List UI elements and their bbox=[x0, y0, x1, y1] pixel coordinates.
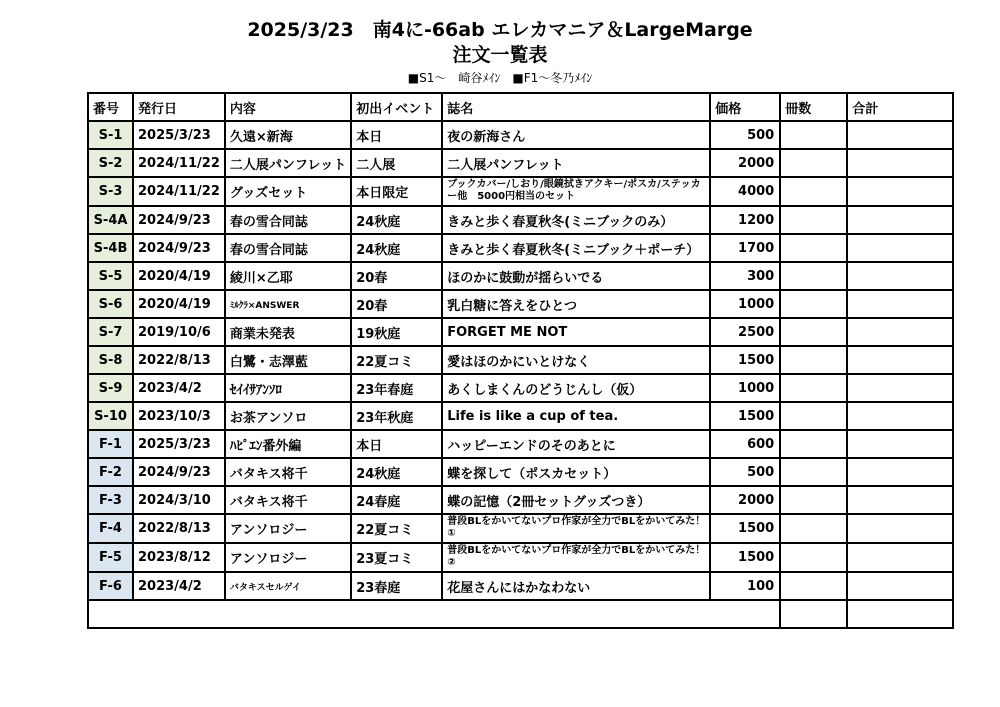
cell-title: きみと歩く春夏秋冬(ミニブックのみ） bbox=[442, 206, 710, 234]
cell-event: 22夏コミ bbox=[351, 346, 442, 374]
cell-content: バタキス将千 bbox=[225, 486, 351, 514]
cell-event: 20春 bbox=[351, 262, 442, 290]
table-row bbox=[88, 430, 953, 458]
cell-quantity bbox=[780, 262, 847, 290]
cell-content: 白鷺・志澤藍 bbox=[225, 346, 351, 374]
cell-content: お茶アンソロ bbox=[225, 402, 351, 430]
cell-quantity bbox=[780, 374, 847, 402]
cell-event: 本日 bbox=[351, 121, 442, 149]
cell-price: 1500 bbox=[710, 514, 780, 543]
cell-quantity bbox=[780, 458, 847, 486]
cell-quantity bbox=[780, 206, 847, 234]
cell-price: 100 bbox=[710, 572, 780, 600]
cell-number: F-4 bbox=[88, 514, 133, 543]
cell-event: 24春庭 bbox=[351, 486, 442, 514]
cell-title: ほのかに鼓動が揺らいでる bbox=[442, 262, 710, 290]
blank-cell bbox=[847, 600, 953, 628]
cell-event: 23年春庭 bbox=[351, 374, 442, 402]
cell-quantity bbox=[780, 177, 847, 206]
cell-date: 2024/9/23 bbox=[133, 458, 225, 486]
cell-price: 2000 bbox=[710, 149, 780, 177]
cell-price: 500 bbox=[710, 458, 780, 486]
cell-date: 2023/8/12 bbox=[133, 543, 225, 572]
table-row bbox=[88, 514, 953, 543]
table-row bbox=[88, 346, 953, 374]
cell-title: 花屋さんにはかなわない bbox=[442, 572, 710, 600]
cell-number: F-6 bbox=[88, 572, 133, 600]
page-subtitle: 注文一覧表 bbox=[452, 44, 548, 66]
cell-date: 2022/8/13 bbox=[133, 514, 225, 543]
cell-total bbox=[847, 514, 953, 543]
cell-event: 23年秋庭 bbox=[351, 402, 442, 430]
cell-title: 二人展パンフレット bbox=[442, 149, 710, 177]
cell-content: バタキス将千 bbox=[225, 458, 351, 486]
cell-event: 22夏コミ bbox=[351, 514, 442, 543]
cell-content: 綾川×乙耶 bbox=[225, 262, 351, 290]
cell-date: 2024/9/23 bbox=[133, 234, 225, 262]
cell-title: Life is like a cup of tea. bbox=[442, 402, 710, 430]
cell-event: 24秋庭 bbox=[351, 206, 442, 234]
cell-date: 2023/10/3 bbox=[133, 402, 225, 430]
cell-quantity bbox=[780, 346, 847, 374]
cell-date: 2024/11/22 bbox=[133, 177, 225, 206]
cell-quantity bbox=[780, 572, 847, 600]
cell-price: 1500 bbox=[710, 402, 780, 430]
cell-total bbox=[847, 149, 953, 177]
cell-total bbox=[847, 374, 953, 402]
col-header-title: 誌名 bbox=[442, 93, 710, 121]
table-row bbox=[88, 121, 953, 149]
cell-quantity bbox=[780, 234, 847, 262]
cell-content: 春の雪合同誌 bbox=[225, 234, 351, 262]
cell-quantity bbox=[780, 149, 847, 177]
cell-event: 23夏コミ bbox=[351, 543, 442, 572]
table-row bbox=[88, 458, 953, 486]
cell-title: 普段BLをかいてないプロ作家が全力でBLをかいてみた！① bbox=[442, 514, 710, 543]
cell-content: 春の雪合同誌 bbox=[225, 206, 351, 234]
cell-number: S-6 bbox=[88, 290, 133, 318]
page-title: 2025/3/23 南4に-66ab エレカマニア＆LargeMarge bbox=[247, 19, 753, 41]
cell-price: 600 bbox=[710, 430, 780, 458]
col-header-total: 合計 bbox=[847, 93, 953, 121]
cell-content: ﾊﾋﾟｴﾝ番外編 bbox=[225, 430, 351, 458]
cell-number: F-2 bbox=[88, 458, 133, 486]
cell-quantity bbox=[780, 290, 847, 318]
cell-event: 本日限定 bbox=[351, 177, 442, 206]
cell-date: 2023/4/2 bbox=[133, 374, 225, 402]
cell-title: 乳白糖に答えをひとつ bbox=[442, 290, 710, 318]
header-row bbox=[88, 93, 953, 121]
cell-price: 1700 bbox=[710, 234, 780, 262]
table-row bbox=[88, 543, 953, 572]
cell-price: 2000 bbox=[710, 486, 780, 514]
cell-price: 1500 bbox=[710, 346, 780, 374]
cell-date: 2023/4/2 bbox=[133, 572, 225, 600]
cell-date: 2025/3/23 bbox=[133, 121, 225, 149]
cell-total bbox=[847, 572, 953, 600]
table-body bbox=[88, 121, 953, 628]
cell-title: ブックカバー/しおり/眼鏡拭きアクキー/ポスカ/ステッカー他 5000円相当のセット bbox=[442, 177, 710, 206]
cell-event: 24秋庭 bbox=[351, 458, 442, 486]
cell-event: 23春庭 bbox=[351, 572, 442, 600]
cell-event: 19秋庭 bbox=[351, 318, 442, 346]
cell-content: 商業未発表 bbox=[225, 318, 351, 346]
cell-total bbox=[847, 486, 953, 514]
cell-date: 2024/3/10 bbox=[133, 486, 225, 514]
cell-date: 2020/4/19 bbox=[133, 290, 225, 318]
table-row bbox=[88, 234, 953, 262]
cell-number: F-1 bbox=[88, 430, 133, 458]
cell-event: 二人展 bbox=[351, 149, 442, 177]
cell-date: 2022/8/13 bbox=[133, 346, 225, 374]
cell-content: ﾐﾙｸﾗ×ANSWER bbox=[225, 290, 351, 318]
cell-total bbox=[847, 262, 953, 290]
cell-total bbox=[847, 206, 953, 234]
cell-quantity bbox=[780, 318, 847, 346]
cell-number: F-5 bbox=[88, 543, 133, 572]
cell-total bbox=[847, 458, 953, 486]
cell-event: 本日 bbox=[351, 430, 442, 458]
table-row bbox=[88, 402, 953, 430]
cell-event: 24秋庭 bbox=[351, 234, 442, 262]
cell-number: S-3 bbox=[88, 177, 133, 206]
cell-number: S-10 bbox=[88, 402, 133, 430]
col-header-price: 価格 bbox=[710, 93, 780, 121]
cell-number: S-2 bbox=[88, 149, 133, 177]
cell-content: アンソロジー bbox=[225, 514, 351, 543]
blank-cell bbox=[88, 600, 780, 628]
order-table bbox=[87, 92, 954, 629]
table-row bbox=[88, 177, 953, 206]
table-row bbox=[88, 206, 953, 234]
col-header-date: 発行日 bbox=[133, 93, 225, 121]
cell-date: 2025/3/23 bbox=[133, 430, 225, 458]
cell-quantity bbox=[780, 514, 847, 543]
cell-number: S-4B bbox=[88, 234, 133, 262]
cell-title: 蝶の記憶（2冊セットグッズつき） bbox=[442, 486, 710, 514]
cell-total bbox=[847, 290, 953, 318]
col-header-content: 内容 bbox=[225, 93, 351, 121]
cell-number: S-9 bbox=[88, 374, 133, 402]
cell-total bbox=[847, 318, 953, 346]
cell-total bbox=[847, 346, 953, 374]
cell-price: 1500 bbox=[710, 543, 780, 572]
cell-title: きみと歩く春夏秋冬(ミニブック＋ポーチ） bbox=[442, 234, 710, 262]
cell-quantity bbox=[780, 121, 847, 149]
cell-number: S-4A bbox=[88, 206, 133, 234]
blank-row bbox=[88, 600, 953, 628]
table-row bbox=[88, 374, 953, 402]
cell-date: 2020/4/19 bbox=[133, 262, 225, 290]
cell-title: あくしまくんのどうじんし（仮） bbox=[442, 374, 710, 402]
cell-quantity bbox=[780, 543, 847, 572]
cell-quantity bbox=[780, 402, 847, 430]
cell-number: S-7 bbox=[88, 318, 133, 346]
cell-content: 久遠×新海 bbox=[225, 121, 351, 149]
cell-date: 2024/9/23 bbox=[133, 206, 225, 234]
cell-number: S-1 bbox=[88, 121, 133, 149]
col-header-quantity: 冊数 bbox=[780, 93, 847, 121]
cell-number: F-3 bbox=[88, 486, 133, 514]
cell-price: 1000 bbox=[710, 374, 780, 402]
legend: ■S1～ 崎谷ﾒｲﾝ ■F1～冬乃ﾒｲﾝ bbox=[407, 71, 593, 85]
cell-title: 愛はほのかにいとけなく bbox=[442, 346, 710, 374]
col-header-event: 初出イベント bbox=[351, 93, 442, 121]
cell-price: 300 bbox=[710, 262, 780, 290]
cell-price: 1000 bbox=[710, 290, 780, 318]
table-row bbox=[88, 290, 953, 318]
cell-quantity bbox=[780, 486, 847, 514]
cell-number: S-8 bbox=[88, 346, 133, 374]
cell-title: 蝶を探して（ポスカセット） bbox=[442, 458, 710, 486]
cell-total bbox=[847, 543, 953, 572]
cell-total bbox=[847, 177, 953, 206]
cell-total bbox=[847, 234, 953, 262]
cell-event: 20春 bbox=[351, 290, 442, 318]
cell-price: 4000 bbox=[710, 177, 780, 206]
blank-cell bbox=[780, 600, 847, 628]
cell-number: S-5 bbox=[88, 262, 133, 290]
table-row bbox=[88, 572, 953, 600]
cell-title: 夜の新海さん bbox=[442, 121, 710, 149]
cell-title: FORGET ME NOT bbox=[442, 318, 710, 346]
cell-content: ｾｲｲｻｱﾝｿﾛ bbox=[225, 374, 351, 402]
cell-content: 二人展パンフレット bbox=[225, 149, 351, 177]
cell-date: 2019/10/6 bbox=[133, 318, 225, 346]
table-row bbox=[88, 149, 953, 177]
cell-total bbox=[847, 121, 953, 149]
cell-title: ハッピーエンドのそのあとに bbox=[442, 430, 710, 458]
cell-content: グッズセット bbox=[225, 177, 351, 206]
cell-content: バタキスセルゲイ bbox=[225, 572, 351, 600]
cell-content: アンソロジー bbox=[225, 543, 351, 572]
cell-date: 2024/11/22 bbox=[133, 149, 225, 177]
cell-price: 1200 bbox=[710, 206, 780, 234]
col-header-number: 番号 bbox=[88, 93, 133, 121]
cell-total bbox=[847, 402, 953, 430]
cell-quantity bbox=[780, 430, 847, 458]
cell-price: 500 bbox=[710, 121, 780, 149]
cell-title: 普段BLをかいてないプロ作家が全力でBLをかいてみた！② bbox=[442, 543, 710, 572]
cell-total bbox=[847, 430, 953, 458]
cell-price: 2500 bbox=[710, 318, 780, 346]
table-row bbox=[88, 486, 953, 514]
table-row bbox=[88, 262, 953, 290]
table-row bbox=[88, 318, 953, 346]
